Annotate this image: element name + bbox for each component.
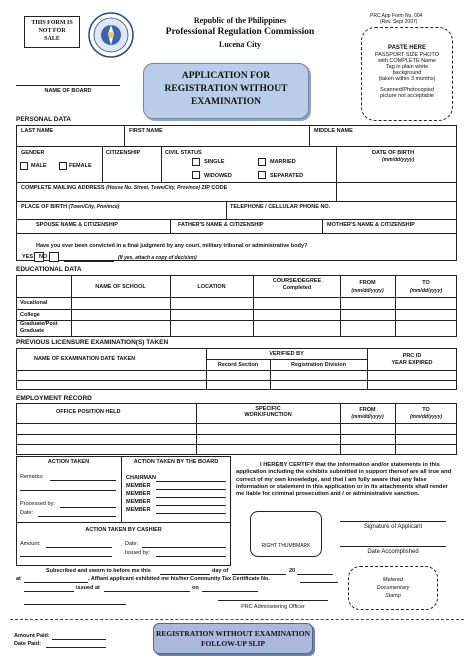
widowed-checkbox[interactable]	[192, 171, 200, 179]
separated-label: SEPARATED	[270, 173, 304, 179]
officer-signature-line[interactable]	[218, 600, 328, 601]
photo-plain: Tag in plain white	[385, 64, 429, 70]
emp-from-format: (mm/dd/yyyy)	[351, 414, 384, 420]
edu-to-format: (mm/dd/yyyy)	[409, 288, 443, 294]
amount-line[interactable]	[46, 547, 112, 548]
title-line1: APPLICATION FOR	[181, 71, 271, 81]
chairman-line[interactable]	[156, 481, 226, 482]
edu-header-school: NAME OF SCHOOL	[95, 284, 146, 290]
remarks-label: Remarks:	[20, 474, 44, 480]
date-accomplished-line[interactable]	[340, 546, 446, 547]
zip-label: ZIP CODE	[201, 185, 228, 191]
photo-bg: background	[392, 70, 422, 76]
cashier-action-label: ACTION TAKEN BY CASHIER	[85, 527, 162, 533]
edu-header-location: LOCATION	[197, 284, 226, 290]
single-checkbox[interactable]	[192, 158, 200, 166]
edu-header-to: TO	[422, 280, 430, 286]
gender-label: GENDER	[21, 150, 45, 156]
action-date-label: Date:	[20, 510, 34, 516]
specific-header: SPECIFIC	[255, 406, 281, 412]
header-city: Lucena City	[219, 40, 261, 49]
member3-line[interactable]	[156, 505, 226, 506]
photo-not-acceptable: picture not acceptable	[380, 93, 434, 99]
pob-hint: (Town/City, Province)	[68, 204, 120, 210]
married-checkbox[interactable]	[258, 158, 266, 166]
oath-month-line[interactable]	[232, 574, 286, 575]
no-checkbox[interactable]	[49, 252, 59, 262]
follow-up-slip-banner	[153, 623, 313, 654]
processed-by-label: Processed by:	[20, 501, 55, 507]
oath-at: at	[16, 576, 21, 582]
ctc-pre-line[interactable]	[24, 591, 74, 592]
prc-seal-logo	[88, 12, 134, 58]
dob-format: (mm/dd/yyyy)	[382, 157, 415, 163]
form-number: PRC App Form No. 004	[370, 13, 423, 19]
address-field[interactable]	[18, 192, 334, 200]
first-name-field[interactable]	[126, 135, 307, 145]
last-name-field[interactable]	[18, 135, 122, 145]
middle-name-label: MIDDLE NAME	[314, 128, 353, 134]
citizenship-label: CITIZENSHIP	[106, 150, 141, 156]
oath-year-prefix: 20	[289, 568, 296, 574]
married-label: MARRIED	[270, 159, 296, 165]
ctc-issued-at-line[interactable]	[104, 591, 190, 592]
not-for-sale-line3: SALE	[44, 36, 60, 42]
no-label: NO	[39, 254, 48, 260]
widowed-label: WIDOWED	[204, 173, 232, 179]
employment-heading: EMPLOYMENT RECORD	[16, 395, 92, 402]
convicted-question: Have you ever been convicted in a final judgment by any court, military tribunal or administrative body?	[36, 243, 308, 249]
cashier-date-line[interactable]	[142, 547, 226, 548]
emp-to-format: (mm/dd/yyyy)	[409, 414, 443, 420]
ctc-date-line[interactable]	[202, 591, 258, 592]
documentary-stamp-box	[348, 566, 438, 610]
civil-status-label: CIVIL STATUS	[165, 150, 202, 156]
date-paid-line[interactable]	[46, 647, 106, 648]
edu-row-vocational: Vocational	[20, 300, 48, 306]
attach-decision-note: (If yes, attach a copy of decision)	[118, 255, 197, 261]
emp-from-header: FROM	[359, 407, 376, 413]
chairman-label: CHAIRMAN	[126, 475, 156, 481]
title-line2: REGISTRATION WITHOUT	[164, 84, 288, 94]
processed-by-line[interactable]	[60, 507, 116, 508]
title-line3: EXAMINATION	[190, 97, 262, 107]
action-taken-box	[16, 456, 231, 566]
date-accomplished-label: Date Accomplished	[367, 549, 419, 555]
cashier-extra-line[interactable]	[20, 556, 112, 557]
registration-division-header: Registration Division	[290, 362, 346, 368]
header-republic: Republic of the Philippines	[193, 16, 287, 25]
father-label: FATHER'S NAME & CITIZENSHIP	[178, 222, 264, 228]
yes-label: YES	[22, 254, 34, 260]
member1-label: MEMBER	[126, 483, 151, 489]
record-section-header: Record Section	[217, 362, 259, 368]
oath-day-line[interactable]	[160, 574, 210, 575]
edu-row-college: College	[20, 312, 40, 318]
photo-scanned: Scanned/Photocopied	[380, 87, 434, 93]
member4-label: MEMBER	[126, 507, 151, 513]
member1-line[interactable]	[156, 489, 226, 490]
mother-label: MOTHER'S NAME & CITIZENSHIP	[327, 222, 415, 228]
office-position-header: OFFICE POSITION HELD	[56, 409, 121, 415]
photo-name-tag: with COMPLETE Name	[378, 58, 436, 64]
oath-line1-text: Subscribed and sworn to before me this	[46, 568, 151, 574]
remarks-line-2[interactable]	[20, 490, 116, 491]
remarks-line[interactable]	[50, 480, 116, 481]
address-label-text: COMPLETE MAILING ADDRESS	[21, 185, 105, 191]
oath-year-line[interactable]	[297, 574, 333, 575]
not-for-sale-line2: NOT FOR	[38, 28, 66, 34]
slip-title-line2: FOLLOW-UP SLIP	[200, 639, 266, 648]
certification-text: I HEREBY CERTIFY that the information and/or statements in this application including the exhibits submitted in support thereof are all true and correct of my own knowledge, and that I am fully aware that any false information or statement in this application or in its attachments shall render me liable for criminal prosecution and / or administrative sanction.	[236, 462, 452, 498]
header-commission: Professional Regulation Commission	[165, 27, 315, 37]
edu-from-format: (mm/dd/yyyy)	[351, 288, 384, 294]
edu-header-from: FROM	[359, 280, 376, 286]
separated-checkbox[interactable]	[258, 171, 266, 179]
name-of-board-label: NAME OF BOARD	[44, 88, 92, 94]
prc-officer-label: PRC Administering Officer	[241, 604, 305, 610]
amount-paid-label: Amount Paid:	[14, 633, 50, 639]
oath-extra-line[interactable]	[24, 604, 126, 605]
male-checkbox[interactable]	[20, 162, 28, 170]
last-name-label: LAST NAME	[21, 128, 54, 134]
issued-by-label: Issued by:	[125, 550, 151, 556]
amount-label: Amount:	[20, 541, 41, 547]
cut-line	[10, 619, 464, 620]
dob-field[interactable]	[338, 164, 455, 180]
prc-id-header: PRC ID	[402, 353, 422, 359]
education-heading: EDUCATIONAL DATA	[16, 266, 82, 273]
action-date-line[interactable]	[38, 516, 116, 517]
conviction-details-line[interactable]	[64, 261, 114, 262]
photo-taken: (taken within 3 months)	[378, 76, 436, 82]
board-name-line[interactable]	[16, 85, 120, 86]
thumbmark-label: RIGHT THUMBMARK	[261, 543, 311, 549]
stamp-metered: Metered	[382, 577, 404, 583]
ctc-number-line[interactable]	[300, 582, 338, 583]
photo-size: PASSPORT SIZE PHOTO	[374, 52, 440, 58]
address-hint: (House No. Street, Town/City, Province)	[106, 185, 200, 191]
board-action-label: ACTION TAKEN BY THE BOARD	[133, 459, 219, 465]
first-name-label: FIRST NAME	[129, 128, 163, 134]
edu-row-graduate: Graduate/Post Graduate	[20, 321, 58, 334]
photo-box	[361, 27, 453, 121]
oath-line2-text: , Affiant applicant exhibited me his/her Community Tax Certificate No.	[88, 576, 270, 582]
amount-paid-line[interactable]	[52, 639, 106, 640]
dob-label: DATE OF BIRTH	[372, 150, 415, 156]
thumbmark-box[interactable]	[250, 511, 322, 557]
female-checkbox[interactable]	[59, 162, 67, 170]
oath-on: on	[192, 585, 199, 591]
female-label: FEMALE	[69, 163, 92, 169]
pob-label	[21, 204, 119, 210]
action-taken-label: ACTION TAKEN	[47, 459, 90, 465]
licensure-heading: PREVIOUS LICENSURE EXAMINATION(S) TAKEN	[16, 339, 169, 346]
signature-applicant-label: Signature of Applicant	[363, 524, 423, 530]
personal-data-heading: PERSONAL DATA	[16, 116, 71, 123]
member4-line[interactable]	[156, 513, 226, 514]
not-for-sale-line1: THIS FORM IS	[31, 20, 73, 26]
male-label: MALE	[31, 163, 47, 169]
member3-label: MEMBER	[126, 499, 151, 505]
single-label: SINGLE	[204, 159, 225, 165]
oath-day-of: day of	[212, 568, 229, 574]
oath-place-line[interactable]	[24, 582, 88, 583]
spouse-label: SPOUSE NAME & CITIZENSHIP	[36, 222, 118, 228]
address-label	[21, 185, 227, 191]
year-expired-header: YEAR EXPIRED	[391, 360, 433, 366]
stamp-documentary: Documentary	[376, 585, 410, 591]
exam-name-header: NAME OF EXAMINATION DATE TAKEN	[34, 356, 136, 362]
pob-label-text: PLACE OF BIRTH	[21, 204, 68, 210]
verified-by-header: VERIFIED BY	[269, 351, 304, 357]
edu-header-course: COURSE/DEGREE Completed	[272, 278, 322, 291]
photo-paste-here: PASTE HERE	[388, 45, 426, 51]
title-banner	[143, 63, 309, 119]
applicant-signature-line[interactable]	[340, 521, 446, 522]
member2-line[interactable]	[156, 497, 226, 498]
middle-name-field[interactable]	[311, 135, 455, 145]
slip-title-line1: REGISTRATION WITHOUT EXAMINATION	[155, 629, 311, 638]
not-for-sale-box	[24, 16, 80, 48]
stamp-label: Stamp	[385, 593, 401, 599]
work-function-header: WORK/FUNCTION	[244, 412, 292, 418]
form-revision: (Rev. Sept 2007)	[380, 19, 418, 25]
cashier-date-label: Date:	[125, 541, 139, 547]
member2-label: MEMBER	[126, 491, 151, 497]
phone-label: TELEPHONE / CELLULAR PHONE NO.	[230, 204, 331, 210]
issued-by-line[interactable]	[156, 556, 226, 557]
oath-issued-at: issued at	[76, 585, 100, 591]
emp-to-header: TO	[422, 407, 430, 413]
date-paid-label: Date Paid:	[14, 641, 41, 647]
